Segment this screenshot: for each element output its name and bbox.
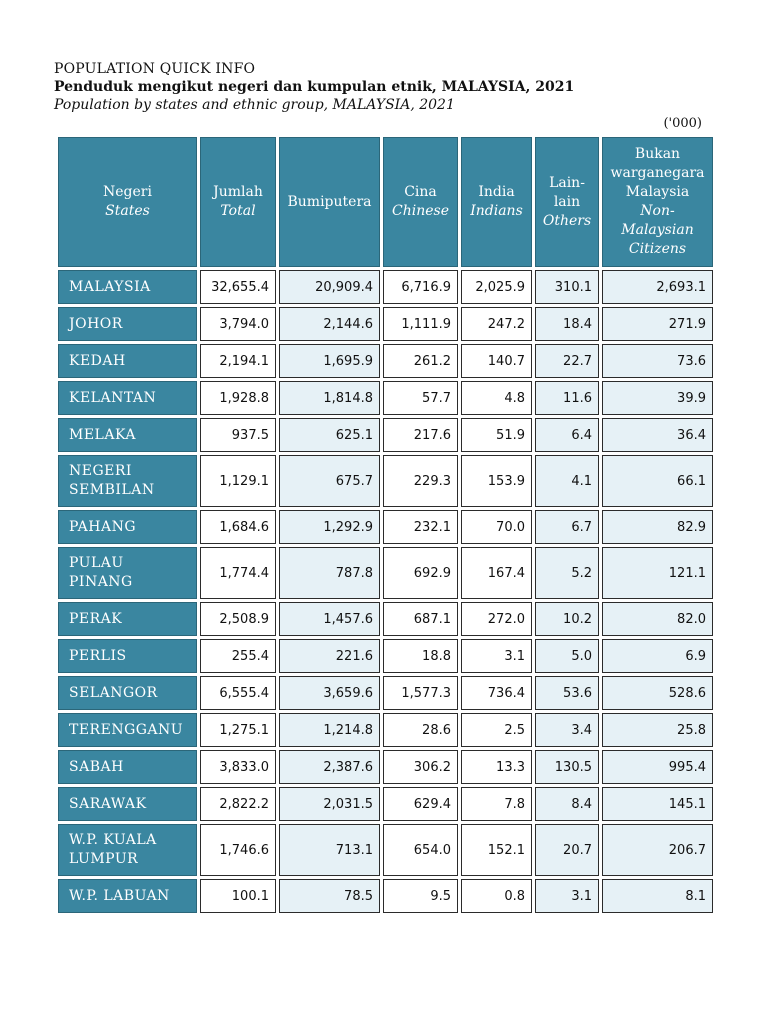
cell-indians: 4.8 [461, 381, 532, 415]
cell-total: 1,746.6 [200, 824, 276, 876]
table-row [58, 344, 713, 378]
cell-noncitizens: 73.6 [602, 344, 713, 378]
cell-others: 5.0 [535, 639, 599, 673]
state-name-cell: SELANGOR [58, 676, 197, 710]
cell-total: 255.4 [200, 639, 276, 673]
cell-indians: 13.3 [461, 750, 532, 784]
header-states-ms: Negeri [103, 184, 152, 200]
cell-noncitizens: 82.9 [602, 510, 713, 544]
header-indians-ms: India [478, 184, 515, 200]
cell-chinese: 217.6 [383, 418, 458, 452]
table-row [58, 510, 713, 544]
header-bumiputera-label: Bumiputera [287, 193, 372, 210]
table-row [58, 787, 713, 821]
cell-chinese: 28.6 [383, 713, 458, 747]
unit-label: ('000) [663, 116, 702, 131]
cell-bumiputera: 1,292.9 [279, 510, 380, 544]
doc-label: POPULATION QUICK INFO [54, 61, 256, 77]
state-name-cell: KEDAH [58, 344, 197, 378]
cell-indians: 70.0 [461, 510, 532, 544]
state-name-cell: KELANTAN [58, 381, 197, 415]
cell-bumiputera: 675.7 [279, 455, 380, 507]
cell-chinese: 629.4 [383, 787, 458, 821]
state-name-cell: PERAK [58, 602, 197, 636]
cell-noncitizens: 6.9 [602, 639, 713, 673]
cell-noncitizens: 528.6 [602, 676, 713, 710]
cell-chinese: 261.2 [383, 344, 458, 378]
header-others-ms: Lain-lain [549, 174, 585, 210]
cell-chinese: 18.8 [383, 639, 458, 673]
cell-indians: 0.8 [461, 879, 532, 913]
cell-bumiputera: 2,387.6 [279, 750, 380, 784]
state-name-cell: W.P. LABUAN [58, 879, 197, 913]
cell-others: 310.1 [535, 270, 599, 304]
table-row [58, 455, 713, 507]
header-chinese-en: Chinese [392, 203, 449, 219]
state-name-cell: PAHANG [58, 510, 197, 544]
cell-total: 1,684.6 [200, 510, 276, 544]
cell-others: 130.5 [535, 750, 599, 784]
cell-total: 1,774.4 [200, 547, 276, 599]
cell-bumiputera: 787.8 [279, 547, 380, 599]
header-noncitizens [602, 137, 713, 267]
cell-noncitizens: 121.1 [602, 547, 713, 599]
cell-others: 5.2 [535, 547, 599, 599]
header-noncitizens-ms: Bukan warganegara Malaysia [610, 146, 705, 200]
cell-total: 1,928.8 [200, 381, 276, 415]
cell-indians: 152.1 [461, 824, 532, 876]
table-row [58, 381, 713, 415]
state-name-cell: MELAKA [58, 418, 197, 452]
cell-bumiputera: 625.1 [279, 418, 380, 452]
cell-noncitizens: 206.7 [602, 824, 713, 876]
cell-chinese: 654.0 [383, 824, 458, 876]
cell-indians: 140.7 [461, 344, 532, 378]
header-total-en: Total [220, 203, 256, 219]
cell-bumiputera: 2,144.6 [279, 307, 380, 341]
table-header-row [58, 137, 713, 267]
table-row [58, 676, 713, 710]
cell-bumiputera: 221.6 [279, 639, 380, 673]
state-name-cell: SABAH [58, 750, 197, 784]
cell-indians: 2,025.9 [461, 270, 532, 304]
header-indians [461, 137, 532, 267]
table-body [58, 270, 713, 913]
cell-total: 6,555.4 [200, 676, 276, 710]
state-name-cell: PULAU PINANG [58, 547, 197, 599]
state-name-cell: TERENGGANU [58, 713, 197, 747]
cell-bumiputera: 20,909.4 [279, 270, 380, 304]
cell-chinese: 9.5 [383, 879, 458, 913]
table-row [58, 713, 713, 747]
state-name-cell: W.P. KUALA LUMPUR [58, 824, 197, 876]
cell-chinese: 692.9 [383, 547, 458, 599]
doc-title: Penduduk mengikut negeri dan kumpulan etnik, MALAYSIA, 2021 [54, 79, 575, 95]
cell-noncitizens: 39.9 [602, 381, 713, 415]
cell-others: 10.2 [535, 602, 599, 636]
cell-others: 3.4 [535, 713, 599, 747]
document-header [54, 60, 714, 115]
cell-indians: 167.4 [461, 547, 532, 599]
cell-indians: 51.9 [461, 418, 532, 452]
state-name-cell: NEGERI SEMBILAN [58, 455, 197, 507]
table-row [58, 418, 713, 452]
header-total [200, 137, 276, 267]
table-row [58, 639, 713, 673]
header-chinese [383, 137, 458, 267]
cell-others: 20.7 [535, 824, 599, 876]
cell-others: 6.7 [535, 510, 599, 544]
cell-bumiputera: 2,031.5 [279, 787, 380, 821]
cell-total: 3,833.0 [200, 750, 276, 784]
table-row [58, 270, 713, 304]
cell-noncitizens: 8.1 [602, 879, 713, 913]
cell-indians: 2.5 [461, 713, 532, 747]
cell-noncitizens: 2,693.1 [602, 270, 713, 304]
population-table [55, 134, 713, 916]
cell-noncitizens: 145.1 [602, 787, 713, 821]
cell-others: 8.4 [535, 787, 599, 821]
cell-noncitizens: 66.1 [602, 455, 713, 507]
cell-total: 1,129.1 [200, 455, 276, 507]
table-row [58, 824, 713, 876]
cell-chinese: 232.1 [383, 510, 458, 544]
cell-indians: 272.0 [461, 602, 532, 636]
cell-others: 53.6 [535, 676, 599, 710]
cell-others: 22.7 [535, 344, 599, 378]
cell-chinese: 1,111.9 [383, 307, 458, 341]
header-others [535, 137, 599, 267]
cell-bumiputera: 3,659.6 [279, 676, 380, 710]
header-total-ms: Jumlah [213, 184, 263, 200]
table-row [58, 879, 713, 913]
cell-bumiputera: 1,695.9 [279, 344, 380, 378]
state-name-cell: PERLIS [58, 639, 197, 673]
table-row [58, 602, 713, 636]
cell-bumiputera: 1,814.8 [279, 381, 380, 415]
population-table-container [55, 134, 713, 932]
state-name-cell: SARAWAK [58, 787, 197, 821]
header-indians-en: Indians [470, 203, 523, 219]
cell-noncitizens: 25.8 [602, 713, 713, 747]
cell-indians: 3.1 [461, 639, 532, 673]
cell-total: 2,194.1 [200, 344, 276, 378]
cell-others: 11.6 [535, 381, 599, 415]
state-name-cell: JOHOR [58, 307, 197, 341]
cell-noncitizens: 271.9 [602, 307, 713, 341]
cell-noncitizens: 82.0 [602, 602, 713, 636]
header-others-en: Others [542, 212, 592, 229]
cell-chinese: 306.2 [383, 750, 458, 784]
cell-indians: 736.4 [461, 676, 532, 710]
cell-noncitizens: 36.4 [602, 418, 713, 452]
cell-bumiputera: 1,457.6 [279, 602, 380, 636]
cell-chinese: 687.1 [383, 602, 458, 636]
cell-total: 100.1 [200, 879, 276, 913]
cell-chinese: 6,716.9 [383, 270, 458, 304]
cell-chinese: 229.3 [383, 455, 458, 507]
cell-total: 2,822.2 [200, 787, 276, 821]
cell-noncitizens: 995.4 [602, 750, 713, 784]
header-states [58, 137, 197, 267]
cell-total: 1,275.1 [200, 713, 276, 747]
cell-total: 937.5 [200, 418, 276, 452]
cell-chinese: 1,577.3 [383, 676, 458, 710]
cell-chinese: 57.7 [383, 381, 458, 415]
doc-subtitle: Population by states and ethnic group, MALAYSIA, 2021 [54, 97, 455, 113]
header-chinese-ms: Cina [404, 184, 437, 200]
cell-indians: 7.8 [461, 787, 532, 821]
header-noncitizens-en: Non-Malaysian Citizens [621, 203, 694, 257]
state-name-cell: MALAYSIA [58, 270, 197, 304]
cell-total: 32,655.4 [200, 270, 276, 304]
cell-bumiputera: 713.1 [279, 824, 380, 876]
table-row [58, 750, 713, 784]
cell-total: 3,794.0 [200, 307, 276, 341]
cell-others: 3.1 [535, 879, 599, 913]
cell-others: 6.4 [535, 418, 599, 452]
cell-total: 2,508.9 [200, 602, 276, 636]
header-states-en: States [105, 203, 150, 219]
table-row [58, 307, 713, 341]
header-bumiputera [279, 137, 380, 267]
table-row [58, 547, 713, 599]
cell-indians: 153.9 [461, 455, 532, 507]
cell-others: 4.1 [535, 455, 599, 507]
cell-bumiputera: 78.5 [279, 879, 380, 913]
cell-indians: 247.2 [461, 307, 532, 341]
cell-others: 18.4 [535, 307, 599, 341]
cell-bumiputera: 1,214.8 [279, 713, 380, 747]
